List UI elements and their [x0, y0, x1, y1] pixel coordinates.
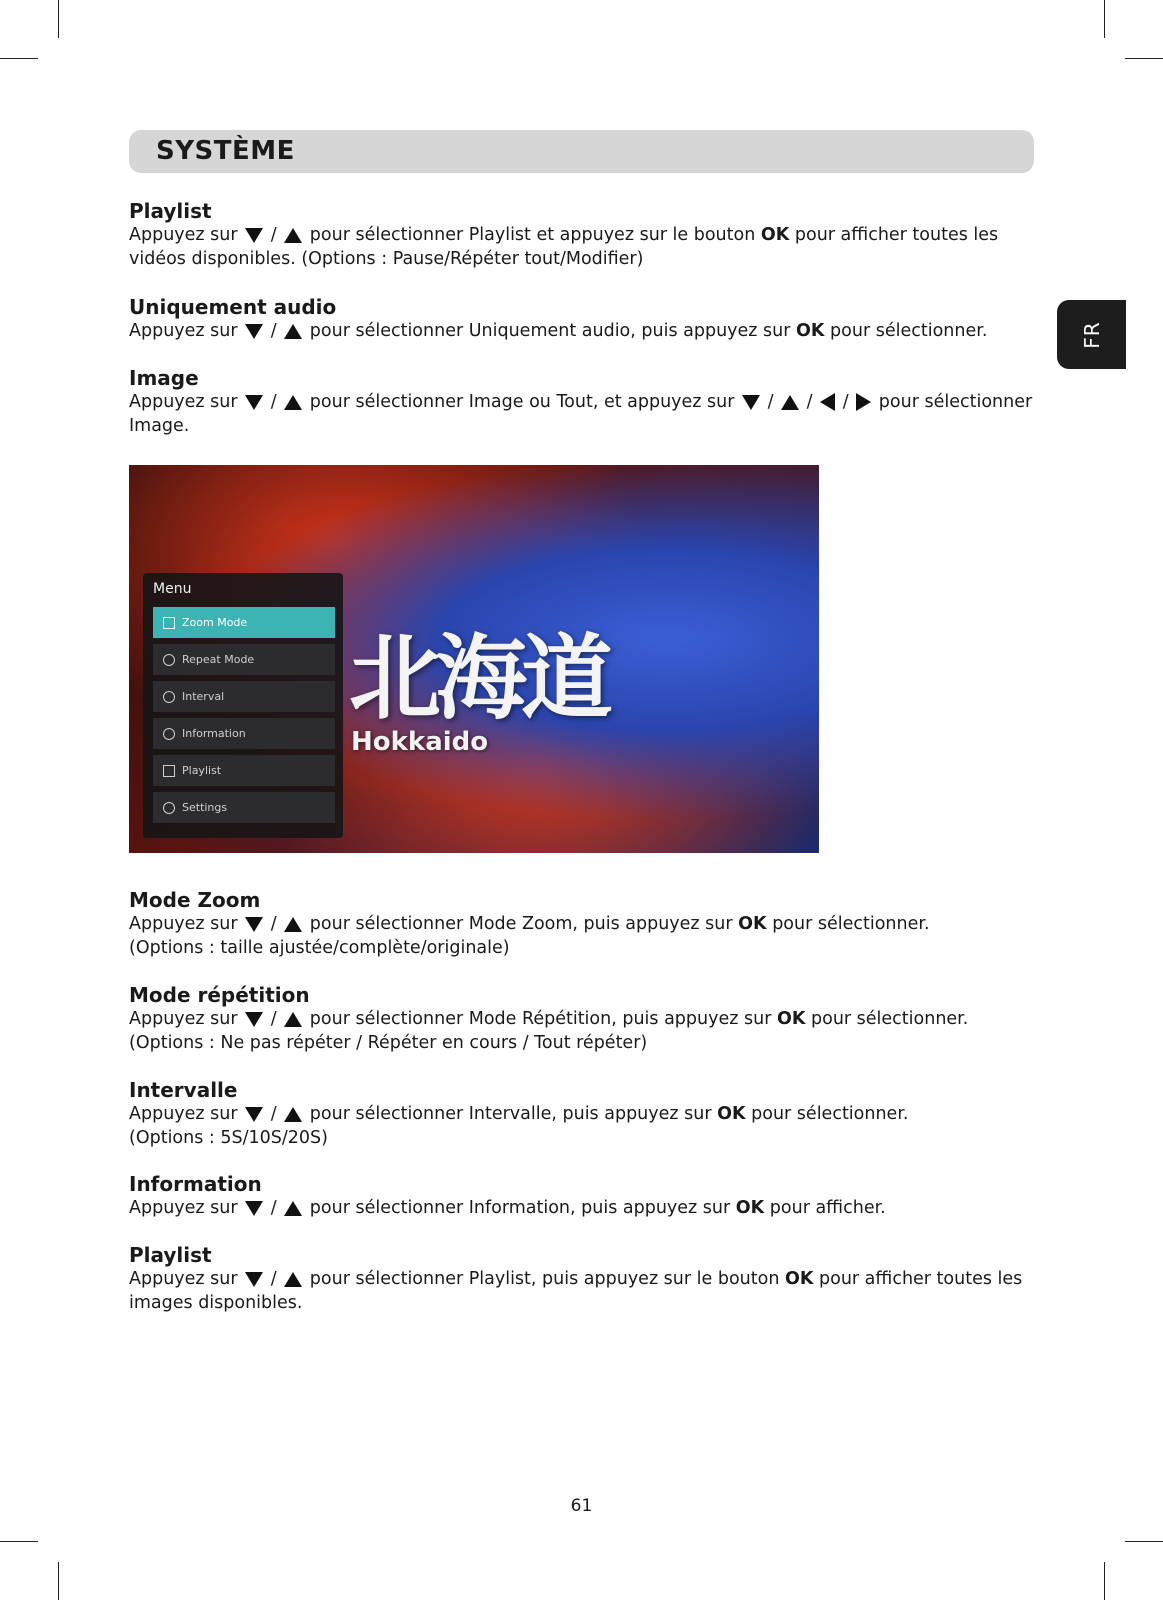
down-arrow-icon — [245, 1201, 263, 1216]
menu-item-repeat-mode[interactable]: Repeat Mode — [153, 644, 335, 675]
clock-icon — [163, 691, 175, 703]
section-zoom-mode — [129, 888, 1049, 960]
crop-mark — [58, 0, 59, 38]
device-screenshot — [129, 465, 819, 853]
up-arrow-icon — [284, 1012, 302, 1027]
right-arrow-icon — [856, 393, 871, 411]
left-arrow-icon — [820, 393, 835, 411]
section-options: (Options : taille ajustée/complète/originale) — [129, 938, 510, 958]
menu-item-zoom-mode[interactable]: Zoom Mode — [153, 607, 335, 638]
page-number: 61 — [570, 1496, 593, 1516]
section-playlist-videos — [129, 199, 1049, 271]
language-tab — [1057, 300, 1126, 369]
section-interval — [129, 1078, 1049, 1150]
section-header-bar — [129, 130, 1034, 173]
brand-logo-text: Hokkaido — [351, 727, 489, 757]
page-title: SYSTÈME — [156, 136, 295, 166]
up-arrow-icon — [781, 395, 799, 410]
crop-mark — [0, 58, 38, 59]
section-title: Intervalle — [129, 1078, 238, 1102]
crop-mark — [1125, 1541, 1163, 1542]
up-arrow-icon — [284, 917, 302, 932]
gear-icon — [163, 802, 175, 814]
zoom-icon — [163, 617, 175, 629]
section-title: Playlist — [129, 1243, 212, 1267]
section-options: (Options : 5S/10S/20S) — [129, 1128, 328, 1148]
section-title: Uniquement audio — [129, 295, 337, 319]
section-body: Appuyez sur / pour sélectionner Playlist et appuyez sur le bouton OK pour afficher toutes les vidéos disponibles. (Options : Pause/Répéter tout/Modifier) — [129, 225, 999, 269]
section-playlist-images — [129, 1243, 1049, 1315]
crop-mark — [1104, 0, 1105, 38]
up-arrow-icon — [284, 228, 302, 243]
section-title: Image — [129, 366, 199, 390]
section-body: Appuyez sur / pour sélectionner Mode Zoom, puis appuyez sur OK pour sélectionner. — [129, 914, 930, 934]
down-arrow-icon — [245, 917, 263, 932]
section-body: Appuyez sur / pour sélectionner Mode Répétition, puis appuyez sur OK pour sélectionner. — [129, 1009, 969, 1029]
crop-mark — [1104, 1562, 1105, 1600]
section-body: Appuyez sur / pour sélectionner Uniquement audio, puis appuyez sur OK pour sélectionner. — [129, 321, 988, 341]
section-body: Appuyez sur / pour sélectionner Intervalle, puis appuyez sur OK pour sélectionner. — [129, 1104, 909, 1124]
section-body: Appuyez sur / pour sélectionner Information, puis appuyez sur OK pour afficher. — [129, 1198, 886, 1218]
playlist-icon — [163, 765, 175, 777]
device-menu-title: Menu — [153, 581, 192, 597]
section-information — [129, 1172, 1049, 1220]
menu-item-settings[interactable]: Settings — [153, 792, 335, 823]
section-title: Playlist — [129, 199, 212, 223]
down-arrow-icon — [742, 395, 760, 410]
calligraphy-text: 北海道 — [349, 624, 608, 732]
menu-item-interval[interactable]: Interval — [153, 681, 335, 712]
section-repeat-mode — [129, 983, 1049, 1055]
section-title: Mode répétition — [129, 983, 310, 1007]
crop-mark — [58, 1562, 59, 1600]
up-arrow-icon — [284, 1201, 302, 1216]
crop-mark — [0, 1541, 38, 1542]
down-arrow-icon — [245, 1012, 263, 1027]
section-body: Appuyez sur / pour sélectionner Image ou Tout, et appuyez sur / / / pour sélectionner Image. — [129, 392, 1033, 436]
info-icon — [163, 728, 175, 740]
up-arrow-icon — [284, 395, 302, 410]
up-arrow-icon — [284, 1272, 302, 1287]
repeat-icon — [163, 654, 175, 666]
down-arrow-icon — [245, 1272, 263, 1287]
section-body: Appuyez sur / pour sélectionner Playlist, puis appuyez sur le bouton OK pour afficher toutes les images disponibles. — [129, 1269, 1023, 1313]
section-image — [129, 366, 1049, 438]
section-audio-only — [129, 295, 1049, 343]
section-title: Information — [129, 1172, 262, 1196]
crop-mark — [1125, 58, 1163, 59]
section-options: (Options : Ne pas répéter / Répéter en cours / Tout répéter) — [129, 1033, 648, 1053]
down-arrow-icon — [245, 324, 263, 339]
device-menu-panel — [143, 573, 343, 838]
down-arrow-icon — [245, 228, 263, 243]
menu-item-playlist[interactable]: Playlist — [153, 755, 335, 786]
language-tab-label: FR — [1079, 320, 1104, 349]
down-arrow-icon — [245, 395, 263, 410]
down-arrow-icon — [245, 1107, 263, 1122]
up-arrow-icon — [284, 324, 302, 339]
up-arrow-icon — [284, 1107, 302, 1122]
section-title: Mode Zoom — [129, 888, 261, 912]
menu-item-information[interactable]: Information — [153, 718, 335, 749]
